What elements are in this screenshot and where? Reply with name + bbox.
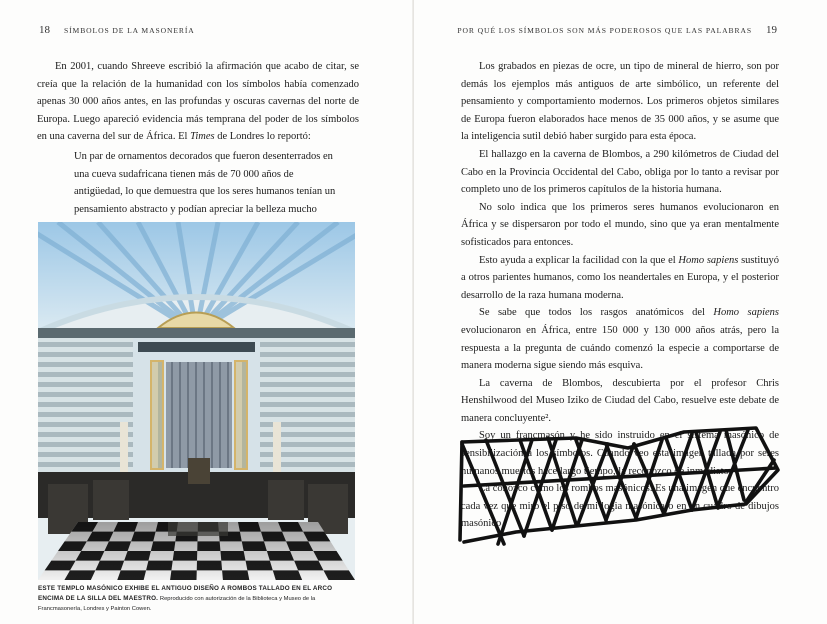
left-body-text bbox=[37, 58, 359, 146]
blombos-engraving-drawing bbox=[456, 420, 786, 550]
caption-title: ESTE TEMPLO MASÓNICO EXHIBE EL ANTIGUO DISEÑO A ROMBOS TALLADO EN EL ARCO ENCIMA DE LA SILLA DEL MAESTRO. bbox=[38, 585, 333, 602]
paragraph: El hallazgo en la caverna de Blombos, a 290 kilómetros de Ciudad del Cabo en la Provincia Occidental del Cabo, obliga por lo tanto a revisar por completo uno de los primeros capítulos de la historia humana. bbox=[461, 148, 779, 196]
paragraph bbox=[461, 304, 779, 374]
right-running-title: POR QUÉ LOS SÍMBOLOS SON MÁS PODEROSOS QUE LAS PALABRAS bbox=[457, 26, 752, 35]
paragraph bbox=[37, 58, 359, 146]
paragraph bbox=[461, 252, 779, 305]
paragraph-text: En 2001, cuando Shreeve escribió la afirmación que acabo de citar, se creía que la relación de la humanidad con los símbolos había comenzado apenas 30 000 años antes, en las profundas y oscuras cavernas del norte de Europa. Luego apareció evidencia más temprana del poder de los símbolos en una caverna del sur de África. El bbox=[37, 61, 359, 143]
left-running-head bbox=[39, 24, 195, 36]
paragraph-text-end: de Londres lo reportó: bbox=[214, 131, 311, 143]
paragraph-text-end: evolucionaron en África, entre 150 000 y 130 000 años atrás, pero la respuesta a la pregunta de cuándo comenzó la especie a comportarse de manera moderna sigue siendo más esquiva. bbox=[461, 324, 779, 372]
times-italic: Times bbox=[190, 131, 215, 143]
paragraph: Soy un francmasón y he sido instruido en el sistema masónico de sensibilización a los símbolos. Cuando veo esta imagen tallada por seres humanos muertos hace largo tiempo, la reconozco de inmediato. bbox=[461, 430, 779, 477]
paragraph-text: Esto ayuda a explicar la facilidad con la que el bbox=[479, 254, 679, 266]
homo-sapiens-italic: Homo sapiens bbox=[713, 307, 779, 319]
paragraph: Los grabados en piezas de ocre, un tipo de mineral de hierro, son por demás los ejemplos más antiguos de arte simbólico, un referente del pensamiento y comportamiento modernos. Los primeros objetos similares de Europa fueron elaborados hace menos de 35 000 años, y se asume que la inteligencia sutil debió haber surgido para esta época. bbox=[461, 61, 779, 143]
homo-sapiens-italic: Homo sapiens bbox=[678, 254, 739, 266]
left-page-number: 18 bbox=[39, 24, 50, 36]
paragraph: La conozco como los rombos masónicos. Es una imagen que encuentro cada vez que miro el piso de mi logia masónica o en un cuadro de dibujos masónico bbox=[461, 483, 779, 530]
left-running-title: SÍMBOLOS DE LA MASONERÍA bbox=[64, 26, 195, 35]
block-quote-text: Un par de ornamentos decorados que fueron desenterrados en una cueva sudafricana tienen más de 70 000 años de antigüedad, lo que demuestra que los seres humanos tenían un pensamiento abstracto y podían apreciar la belleza mucho bbox=[74, 151, 336, 215]
paragraph: No solo indica que los primeros seres humanos evolucionaron en África y se dispersaron por todo el mundo, sino que ya eran mentalmente sofisticados para entonces. bbox=[461, 201, 779, 248]
right-running-head bbox=[457, 24, 777, 36]
masonic-temple-photo bbox=[38, 222, 355, 580]
photo-caption bbox=[38, 584, 355, 615]
right-page-number: 19 bbox=[766, 24, 777, 36]
paragraph-text: Se sabe que todos los rasgos anatómicos del bbox=[479, 307, 714, 319]
paragraph-text-end: sustituyó a otros parientes humanos, como los neandertales en Europa, y el posterior desarrollo de la raza humana moderna. bbox=[461, 254, 779, 301]
paragraph: La caverna de Blombos, descubierta por el profesor Chris Henshilwood del Museo Iziko de Ciudad del Cabo, resuelve este debate de manera concluyente². bbox=[461, 377, 779, 424]
caption-credit: Reproducido con autorización de la Biblioteca y Museo de la Francmasonería, Londres y Painton Cowen. bbox=[38, 595, 316, 613]
